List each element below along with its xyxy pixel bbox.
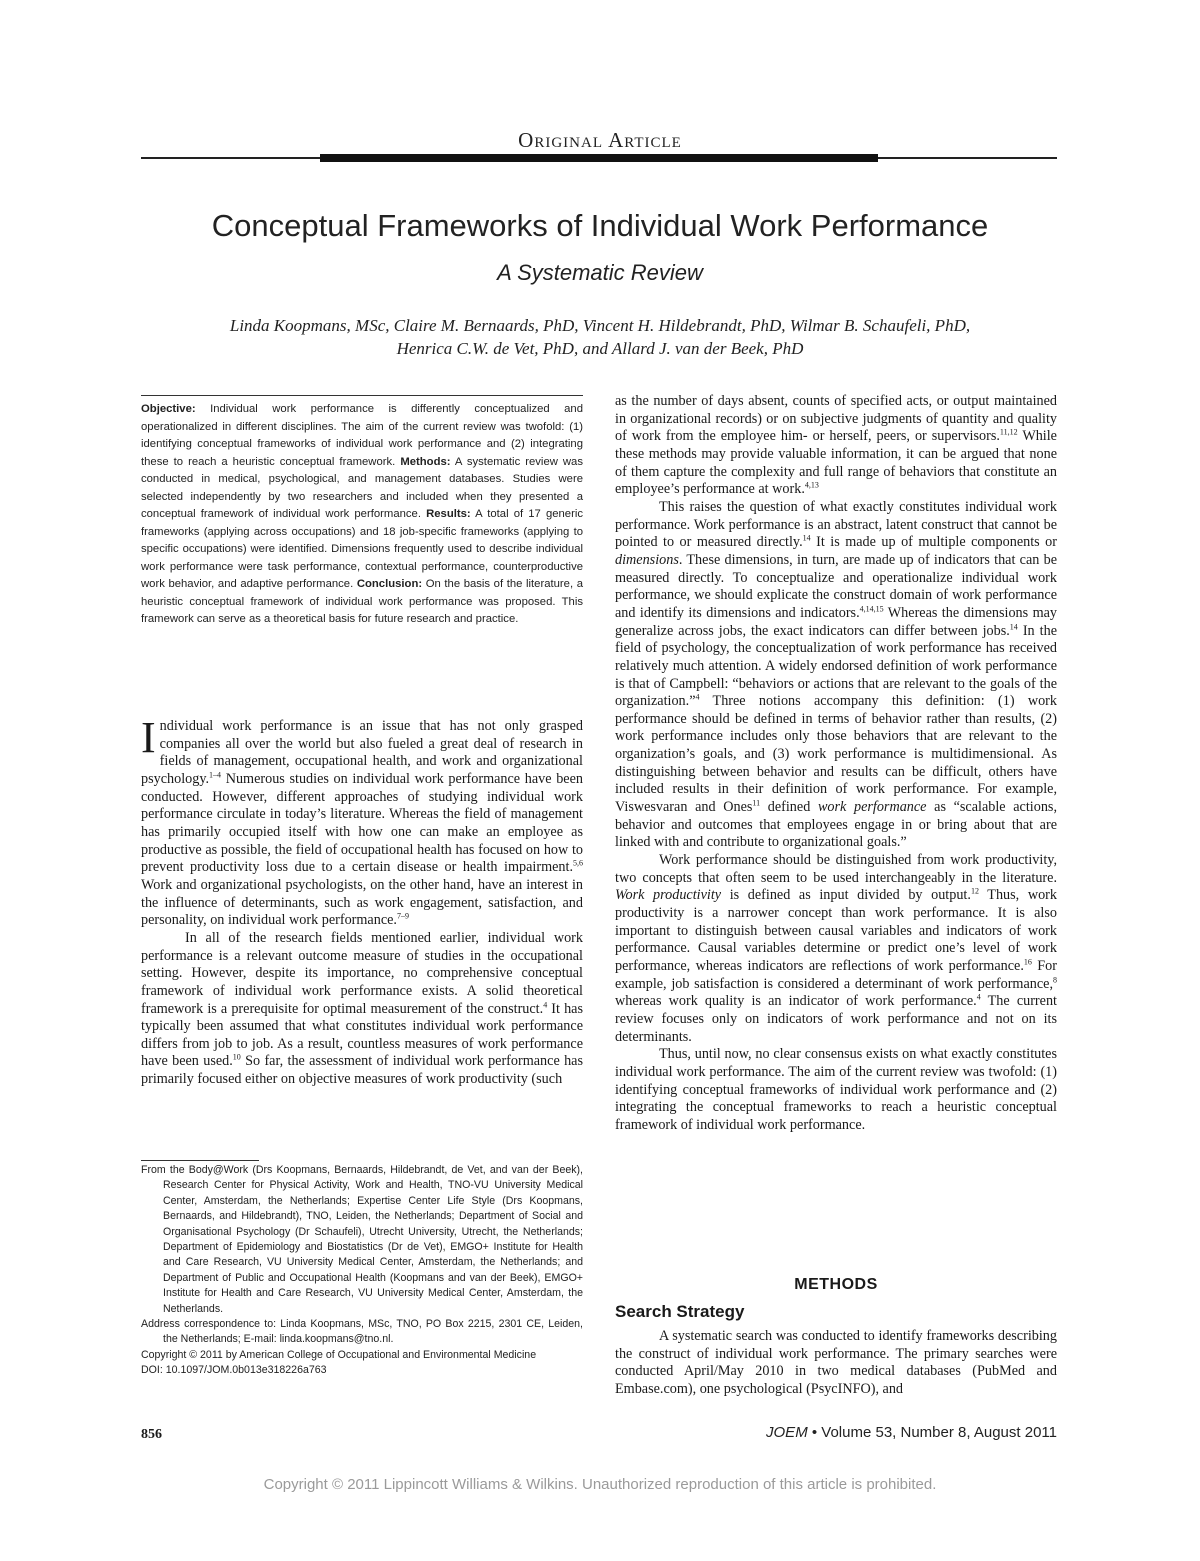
abstract-results: A total of 17 generic frameworks (applying across occupations) and 18 job-specific frameworks (applying to specific occupations) were identified. Dimensions frequently used to describe individual work performance were task performance, contextual performance, counterproductive work behavior, and adaptive performance. xyxy=(141,508,584,590)
abstract-methods-label: Methods: xyxy=(400,455,451,468)
citation: 4,13 xyxy=(804,480,819,490)
journal-name: JOEM xyxy=(766,1424,808,1441)
article-subtitle: A Systematic Review xyxy=(497,260,703,285)
intro-paragraph-5 xyxy=(615,852,1057,1046)
authors-line-1: Linda Koopmans, MSc, Claire M. Bernaards, PhD, Vincent H. Hildebrandt, PhD, Wilmar B. Schaufeli, PhD, xyxy=(229,316,971,335)
drop-cap: I xyxy=(141,713,156,762)
citation: 4 xyxy=(543,999,548,1009)
footnote-rule xyxy=(141,1160,259,1161)
text: While these methods may provide valuable information, it can be argued that none of them capture the complexity and full range of behaviors that constitute an employee’s performance at work. xyxy=(615,428,1057,498)
author-list xyxy=(141,314,1059,360)
text: The current review focuses only on indicators of work performance and not on its determinants. xyxy=(615,993,1057,1045)
citation: 4 xyxy=(976,992,981,1002)
abstract-rule xyxy=(141,395,583,396)
text: So far, the assessment of individual work performance has primarily focused either on objective measures of work productivity (such xyxy=(141,1053,583,1088)
intro-paragraph-2 xyxy=(141,930,583,1089)
bullet-separator: • xyxy=(807,1424,822,1441)
abstract-objective: Individual work performance is differently conceptualized and operationalized in different disciplines. The aim of the current review was twofold: (1) identifying conceptual frameworks of individual work performance and (2) integrating these to reach a heuristic conceptual framework. xyxy=(141,403,583,468)
section-label: Original Article xyxy=(518,128,682,152)
methods-paragraph-1: A systematic search was conducted to identify frameworks describing the construct of individual work performance. The primary searches were conducted April/May 2010 in two medical databases (PubMed and Embase.com), one psychological (PsycINFO), and xyxy=(615,1328,1057,1397)
volume-info: Volume 53, Number 8, August 2011 xyxy=(821,1424,1057,1441)
abstract-conclusion-label: Conclusion: xyxy=(356,578,423,590)
doi-note: DOI: 10.1097/JOM.0b013e318226a763 xyxy=(141,1364,327,1377)
copyright-banner: Copyright © 2011 Lippincott Williams & Wilkins. Unauthorized reproduction of this article is prohibited. xyxy=(263,1476,937,1493)
text: Numerous studies on individual work performance have been conducted. However, different approaches of studying individual work performance circulate in today’s literature. Whereas the field of management has primarily occupied itself with how one can make an employee as productive as possible, the field of occupational health has focused on how to prevent productivity loss due to a certain disease or health impairment. xyxy=(141,770,583,876)
body-column-left xyxy=(141,713,583,1089)
text: It is made up of multiple components or xyxy=(810,534,1057,551)
text: as the number of days absent, counts of specified acts, or output maintained in organizational records) or on subjective judgments of quantity and quality of work from the employee him- or herself, peers, or supervisors. xyxy=(615,393,1057,445)
copyright-note: Copyright © 2011 by American College of Occupational and Environmental Medicine xyxy=(141,1348,537,1361)
methods-heading: METHODS xyxy=(794,1276,878,1293)
text: whereas work quality is an indicator of work performance. xyxy=(615,993,977,1010)
authors-line-2: Henrica C.W. de Vet, PhD, and Allard J. van der Beek, PhD xyxy=(396,339,804,358)
text: Work and organizational psychologists, on the other hand, have an interest in the influence of determinants, such as work engagement, satisfaction, and personality, on individual work performance. xyxy=(141,876,583,929)
page-number: 856 xyxy=(141,1427,162,1442)
citation: 11,12 xyxy=(999,427,1018,437)
citation: 8 xyxy=(1053,974,1057,984)
abstract xyxy=(141,401,583,629)
citation: 11 xyxy=(752,798,761,808)
abstract-methods: A systematic review was conducted in medical, psychological, and management databases. Studies were selected independently by two researchers and included when they presented a conceptual framework of individual work performance. xyxy=(141,455,583,520)
footnotes xyxy=(141,1163,583,1379)
text: For example, job satisfaction is considered a determinant of work performance, xyxy=(615,958,1057,992)
text: . These dimensions, in turn, are made up of indicators that can be measured directly. To conceptualize and operationalize individual work performance, we should explicate the construct domain of work performance and identify its dimensions and indicators. xyxy=(615,551,1057,621)
abstract-results-label: Results: xyxy=(426,508,471,520)
text: Whereas the dimensions may generalize across jobs, the exact indicators can differ between jobs. xyxy=(615,604,1057,639)
text: is defined as input divided by output. xyxy=(721,887,971,904)
text: In all of the research fields mentioned earlier, individual work performance is a relevant outcome measure of studies in the occupational setting. However, despite its importance, no comprehensive conceptual framework of individual work performance exists. A solid theoretical framework is a prerequisite for optimal measurement of the construct. xyxy=(141,929,583,1017)
text: Three notions accompany this definition: (1) work performance should be defined in terms of behavior rather than results, (2) work performance includes only those behaviors that are relevant to the organization’s goals, and (3) work performance is multidimensional. As distinguishing between behavior and results can be difficult, others have included results in their definition of work performance. For example, Viswesvaran and Ones xyxy=(615,693,1057,816)
header-rule-thick xyxy=(320,154,878,162)
text: In the field of psychology, the conceptualization of work performance has received relatively much attention. A widely endorsed definition of work performance is that of Campbell: “behaviors or actions that are relevant to the goals of the organization.” xyxy=(615,622,1058,710)
citation: 5,6 xyxy=(573,858,583,868)
intro-paragraph-1 xyxy=(141,713,583,930)
text: defined xyxy=(760,799,818,816)
intro-paragraph-3 xyxy=(615,393,1057,499)
citation: 4 xyxy=(695,692,700,702)
emphasis: Work productivity xyxy=(615,887,722,904)
affiliations-note: From the Body@Work (Drs Koopmans, Bernaards, Hildebrandt, de Vet, and van der Beek), Research Center for Physical Activity, Work and Health, TNO-VU University Medical Center, Amsterdam, the Netherlands; Expertise Center Life Style (Drs Koopmans, Bernaards, and Hildebrandt), TNO, Leiden, the Netherlands; Department of Social and Organisational Psychology (Dr Schaufeli), Utrecht University, Utrecht, the Netherlands; Department of Epidemiology and Biostatistics (Dr de Vet), EMGO+ Institute for Health and Care Research, VU University Medical Center, Amsterdam, the Netherlands; and Department of Public and Occupational Health (Koopmans and van der Beek), EMGO+ Institute for Health and Care Research, VU University Medical Center, Amsterdam, the Netherlands. xyxy=(141,1164,583,1315)
journal-info xyxy=(766,1424,1057,1441)
correspondence-note: Address correspondence to: Linda Koopmans, MSc, TNO, PO Box 2215, 2301 CE, Leiden, the Netherlands; E-mail: linda.koopmans@tno.nl. xyxy=(141,1318,583,1346)
intro-paragraph-6: Thus, until now, no clear consensus exists on what exactly constitutes individual work performance. The aim of the current review was twofold: (1) identifying conceptual frameworks of individual work performance and (2) integrating the conceptual frameworks to reach a heuristic conceptual framework of individual work performance. xyxy=(615,1046,1057,1133)
article-title: Conceptual Frameworks of Individual Work Performance xyxy=(211,208,989,243)
abstract-objective-label: Objective: xyxy=(141,403,196,415)
citation: 1–4 xyxy=(209,770,222,780)
citation: 12 xyxy=(970,886,979,896)
intro-paragraph-4 xyxy=(615,499,1057,852)
text: as “scalable actions, behavior and outcomes that employees engage in or bring about that are linked with and contribute to organizational goals.” xyxy=(615,799,1057,851)
citation: 16 xyxy=(1023,957,1032,967)
citation: 14 xyxy=(802,533,811,543)
emphasis: dimensions xyxy=(615,551,679,568)
text: It has typically been assumed that what constitutes individual work performance differs from job to job. As a result, countless measures of work performance have been used. xyxy=(141,1000,583,1070)
citation: 4,14,15 xyxy=(859,604,884,614)
abstract-conclusion: On the basis of the literature, a heuristic conceptual framework of individual work performance was proposed. This framework can serve as a theoretical basis for future research and practice. xyxy=(141,578,583,625)
text: Work performance should be distinguished from work productivity, two concepts that often seem to be used interchangeably in the literature. xyxy=(615,852,1057,886)
search-strategy-heading: Search Strategy xyxy=(615,1302,745,1321)
body-column-right xyxy=(615,393,1057,1135)
methods-column xyxy=(615,1328,1057,1399)
text: ndividual work performance is an issue that has not only grasped companies all over the world but also fueled a great deal of research in fields of management, occupational health, and work and organizational psychology. xyxy=(141,718,583,787)
emphasis: work performance xyxy=(817,799,927,816)
text: Thus, work productivity is a narrower concept than work performance. It is also important to distinguish between causal variables and indicators of work performance. Causal variables determine or predict one’s level of work performance, whereas indicators are reflections of work performance. xyxy=(615,887,1057,974)
citation: 10 xyxy=(232,1052,241,1062)
text: This raises the question of what exactly constitutes individual work performance. Work performance is an abstract, latent construct that cannot be pointed to or measured directly. xyxy=(615,498,1057,551)
citation: 14 xyxy=(1009,621,1018,631)
citation: 7–9 xyxy=(396,911,409,921)
